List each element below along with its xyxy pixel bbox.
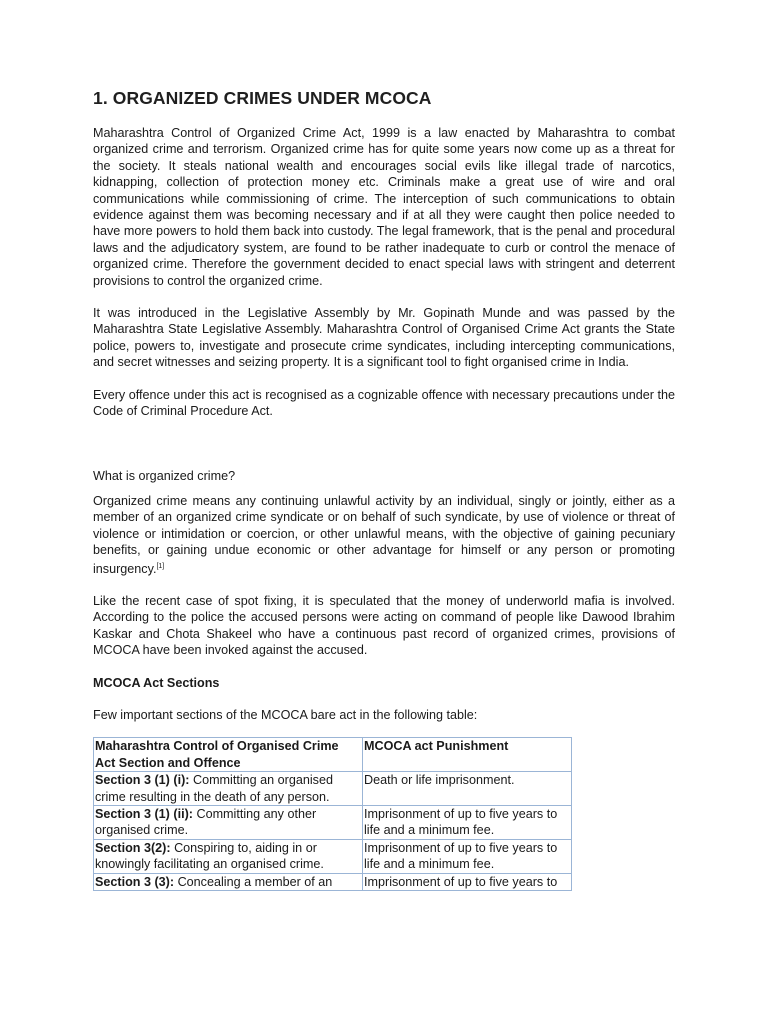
intro-paragraph: Maharashtra Control of Organized Crime Act, 1999 is a law enacted by Maharashtra to combat organized crime and terrorism. Organized crime has for quite some years now come up as a threat for the society. It steals national wealth and encourages social evils like illegal trade of narcotics, kidnapping, collection of protection money etc. Criminals make a great use of wire and oral communications while commissioning of crime. The interception of such communications to obtain evidence against them was becoming necessary and if at all they were caught then police needed to have more powers to hold them back into custody. The legal framework, that is the penal and procedural laws and the adjudicatory system, are found to be rather inadequate to curb or control the menace of organized crime. Therefore the government decided to enact special laws with stringent and deterrent provisions to control the organized crime. [93,126,675,288]
sections-heading: MCOCA Act Sections [93,675,220,690]
definition-paragraph [93,493,675,577]
question-heading: What is organized crime? [93,468,236,483]
section-cell [94,806,363,840]
table-header-row [94,738,572,772]
section-cell [94,839,363,873]
footnote-reference[interactable]: [1] [156,562,165,570]
section-number: Section 3 (1) (ii): [95,807,193,821]
offence-text: Committing an organised crime resulting in the death of any person. [95,773,333,804]
section-number: Section 3(2): [95,840,171,855]
definition-text: Organized crime means any continuing unlawful activity by an individual, singly or jointly, either as a member of an organized crime syndicate or on behalf of such syndicate, by use of violence or threat of violence or intimidation or coercion, or other unlawful means, with the objective of gaining pecuniary benefits, or gaining undue economic or other advantage for himself or any person or promoting insurgency. [93,493,675,576]
header-section-offence: Maharashtra Control of Organised Crime Act Section and Offence [94,738,363,772]
cognizable-paragraph: Every offence under this act is recognised as a cognizable offence with necessary precautions under the Code of Criminal Procedure Act. [93,387,675,419]
punishment-text: Imprisonment of up to five years to [364,874,558,889]
offence-text: Committing any other organised crime. [95,807,317,838]
section-cell [94,772,363,806]
table-row [94,772,572,806]
section-cell [94,873,363,890]
section-number: Section 3 (1) (i): [95,773,190,788]
table-row [94,806,572,840]
punishment-cell: Death or life imprisonment. [363,772,572,806]
section-number: Section 3 (3): [95,874,175,889]
document-page [93,88,675,891]
table-row [94,839,572,873]
header-punishment: MCOCA act Punishment [363,738,572,772]
introduction-paragraph: It was introduced in the Legislative Assembly by Mr. Gopinath Munde and was passed by the Maharashtra State Legislative Assembly. Maharashtra Control of Organised Crime Act grants the State police, powers to, investigate and prosecute crime syndicates, including intercepting communications, and secret witnesses and seizing property. It is a significant tool to fight organised crime in India. [93,306,675,370]
spot-fixing-paragraph: Like the recent case of spot fixing, it is speculated that the money of underworld mafia is involved. According to the police the accused persons were acting on command of people like Dawood Ibrahim Kaskar and Chota Shakeel who have a continuous past record of organized crimes, provisions of MCOCA have been invoked against the accused. [93,593,675,658]
page-title: 1. ORGANIZED CRIMES UNDER MCOCA [93,88,432,108]
punishment-cell [363,873,572,890]
table-intro: Few important sections of the MCOCA bare act in the following table: [93,707,478,722]
table-row [94,873,572,890]
punishment-cell: Imprisonment of up to five years to life and a minimum fee. [363,839,572,873]
sections-table [93,737,572,890]
offence-text: Conspiring to, aiding in or knowingly facilitating an organised crime. [95,840,324,872]
offence-text: Concealing a member of an [174,874,333,889]
punishment-cell: Imprisonment of up to five years to life and a minimum fee. [363,806,572,840]
